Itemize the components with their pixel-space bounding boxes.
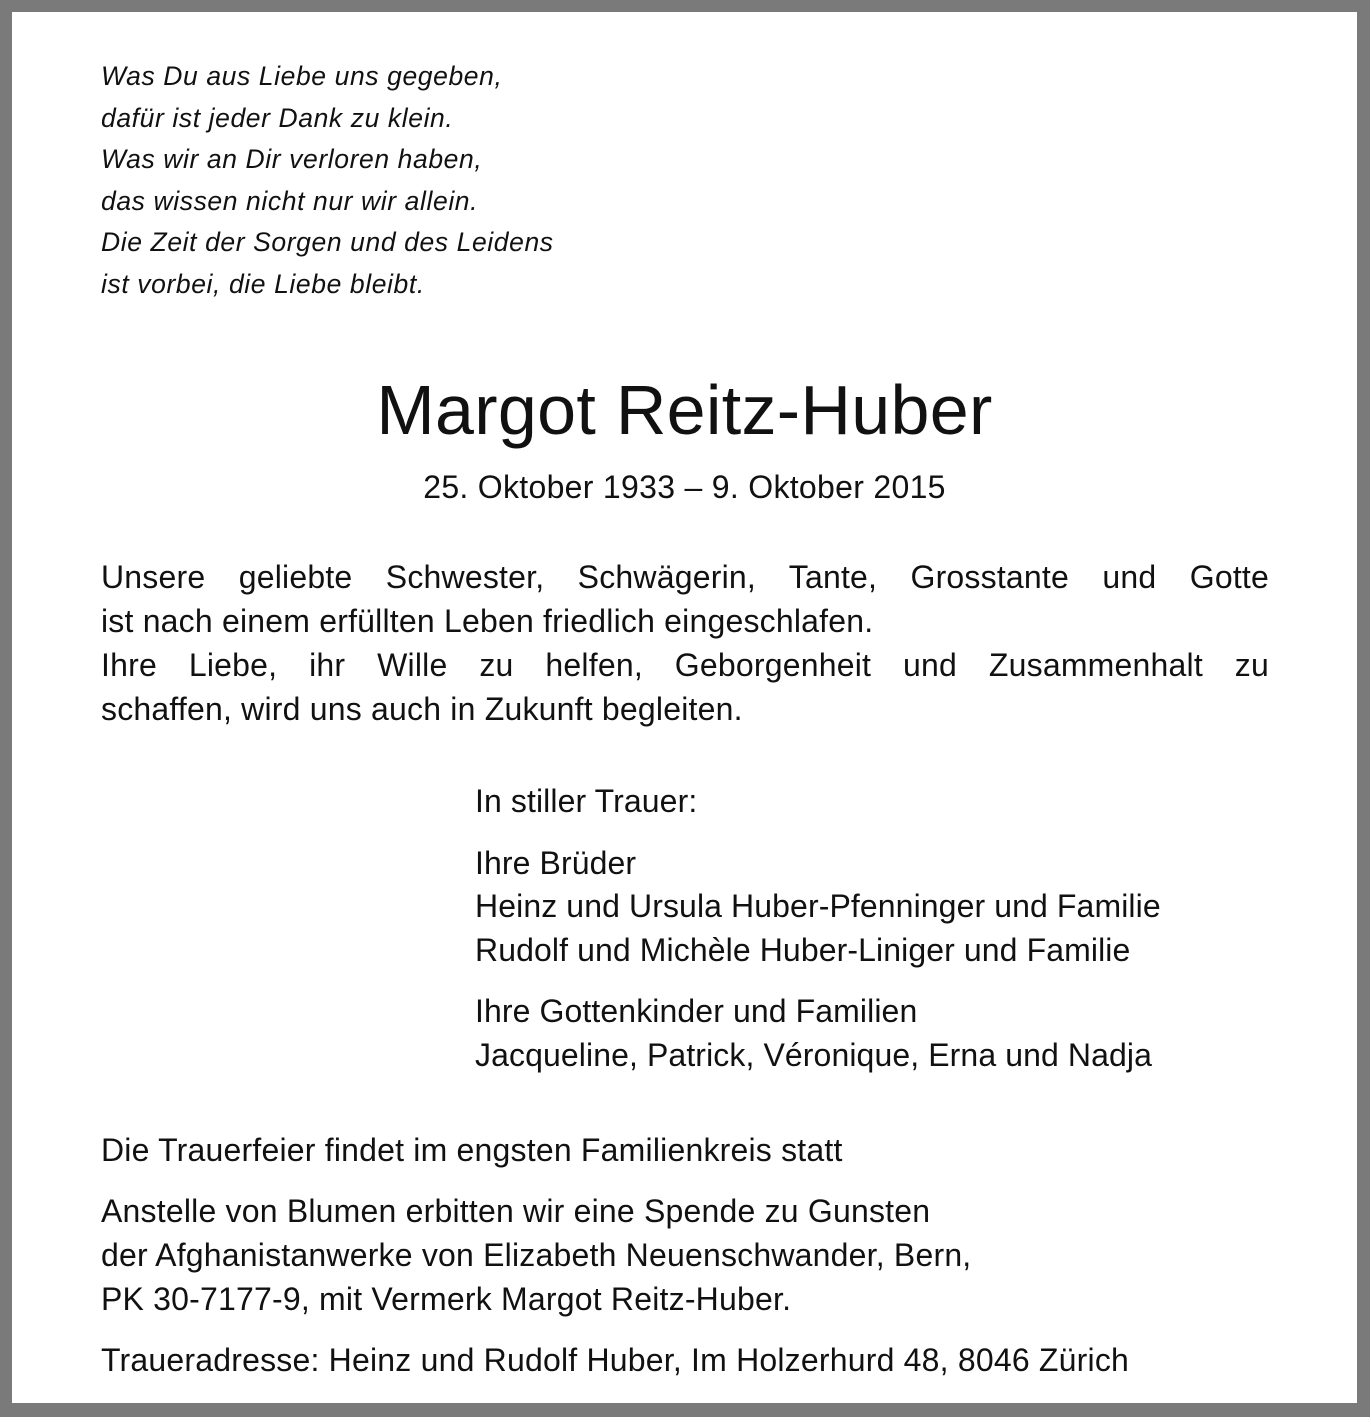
message-line: ist nach einem erfüllten Leben friedlich eingeschlafen. <box>101 603 874 639</box>
life-dates: 25. Oktober 1933 – 9. Oktober 2015 <box>423 469 946 505</box>
mourners-heading: In stiller Trauer: <box>475 783 698 819</box>
poem <box>101 56 554 306</box>
message-line: Ihre Liebe, ihr Wille zu helfen, Geborgenheit und Zusammenhalt zu <box>101 647 1269 683</box>
message-line: schaffen, wird uns auch in Zukunft begleiten. <box>101 691 743 727</box>
obituary-message <box>101 555 1269 731</box>
mourner-line: Heinz und Ursula Huber-Pfenninger und Familie <box>475 888 1161 924</box>
poem-line: Die Zeit der Sorgen und des Leidens <box>101 227 554 258</box>
mourning-address: Traueradresse: Heinz und Rudolf Huber, Im Holzerhurd 48, 8046 Zürich <box>101 1342 1130 1378</box>
poem-line: Was Du aus Liebe uns gegeben, <box>101 61 503 91</box>
poem-line: ist vorbei, die Liebe bleibt. <box>101 268 425 299</box>
poem-line: Was wir an Dir verloren haben, <box>101 144 483 175</box>
mourner-group-title: Ihre Gottenkinder und Familien <box>475 993 918 1029</box>
obituary-page <box>12 12 1357 1403</box>
poem-line: das wissen nicht nur wir allein. <box>101 185 479 216</box>
mourner-line: Rudolf und Michèle Huber-Liniger und Familie <box>475 931 1131 968</box>
message-line: Unsere geliebte Schwester, Schwägerin, Tante, Grosstante und Gotte <box>101 559 1269 595</box>
donation-line: PK 30-7177-9, mit Vermerk Margot Reitz-Huber. <box>101 1281 792 1317</box>
donation-note <box>101 1189 1129 1321</box>
mourner-group-title: Ihre Brüder <box>475 844 637 881</box>
donation-line: Anstelle von Blumen erbitten wir eine Spende zu Gunsten <box>101 1193 931 1229</box>
ceremony-note: Die Trauerfeier findet im engsten Familienkreis statt <box>101 1132 843 1168</box>
poem-line: dafür ist jeder Dank zu klein. <box>101 102 454 133</box>
mourners-section <box>475 780 1161 1077</box>
mourner-group-brothers <box>475 842 1161 973</box>
mourner-line: Jacqueline, Patrick, Véronique, Erna und Nadja <box>475 1036 1153 1073</box>
footer-notes <box>101 1128 1129 1382</box>
mourner-group-godchildren <box>475 990 1161 1077</box>
donation-line: der Afghanistanwerke von Elizabeth Neuenschwander, Bern, <box>101 1237 972 1273</box>
deceased-name: Margot Reitz-Huber <box>376 371 993 449</box>
